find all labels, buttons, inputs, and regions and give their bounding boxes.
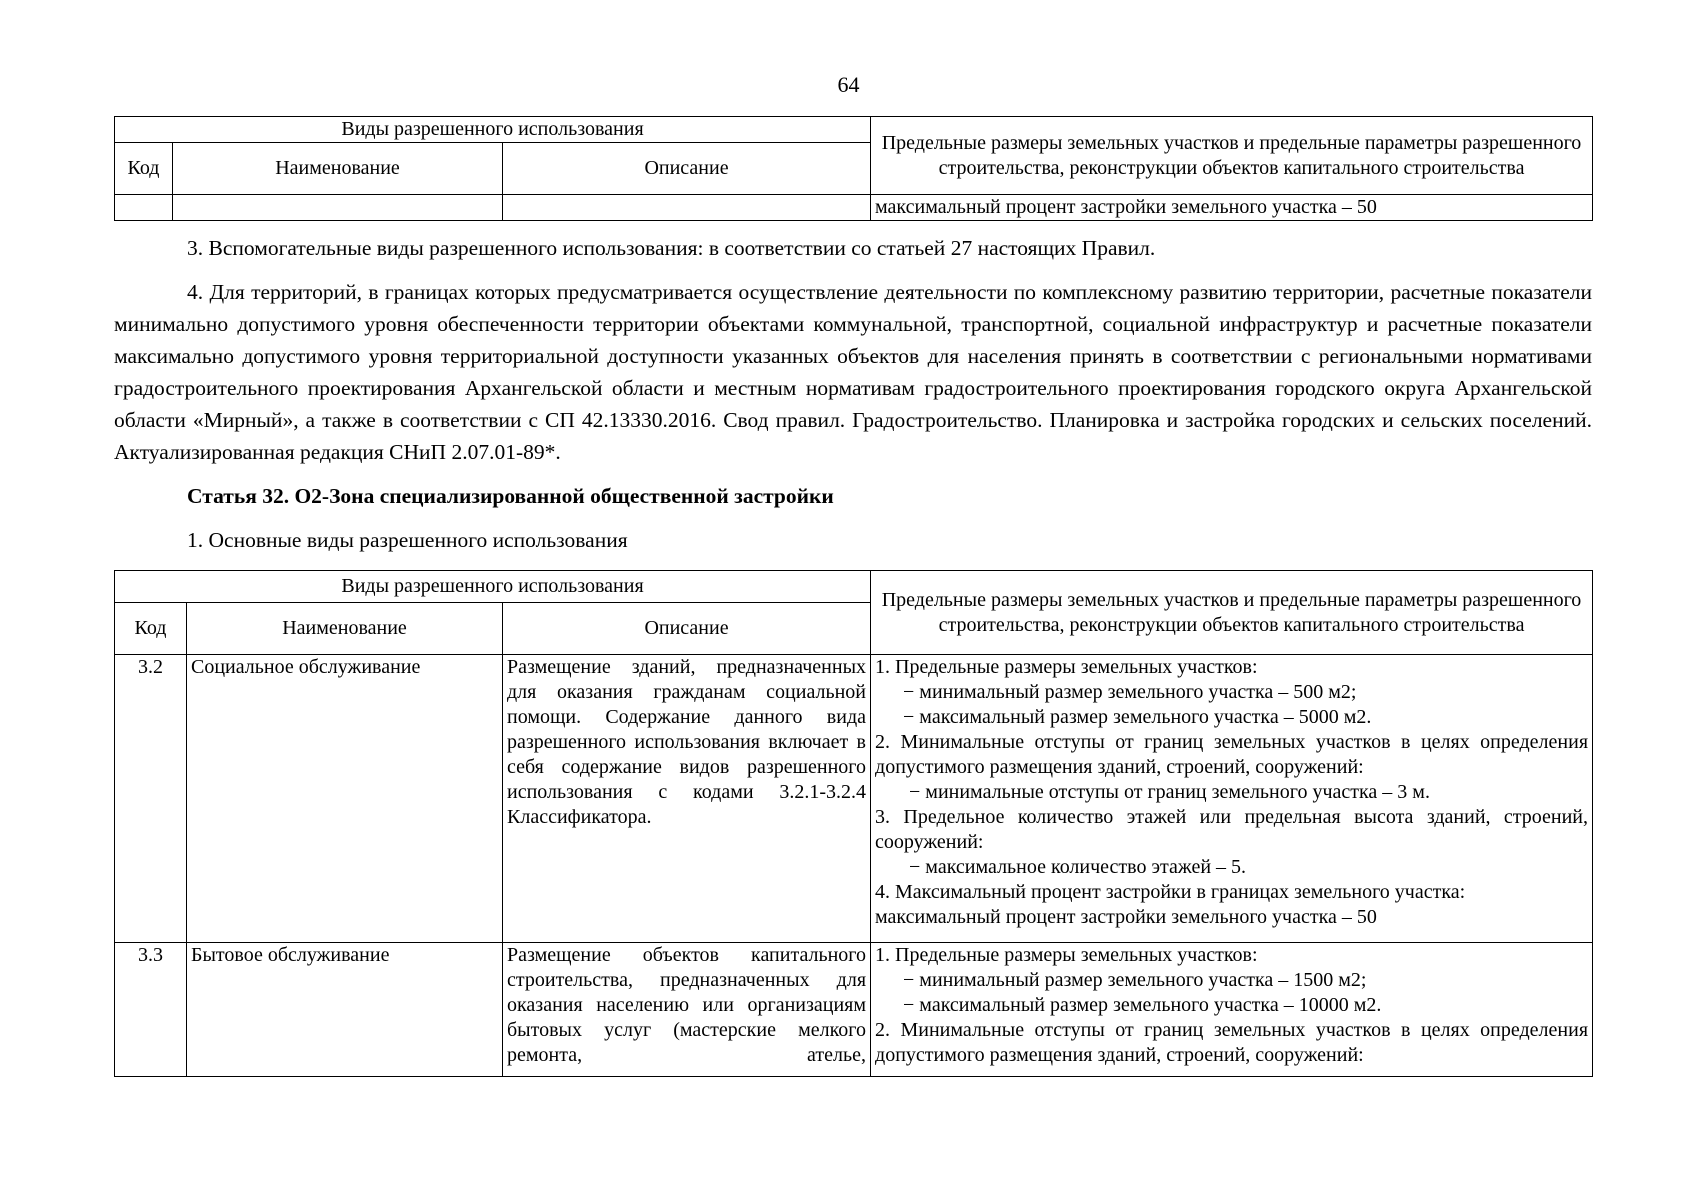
- article-heading: Статья 32. О2-Зона специализированной общественной застройки: [187, 484, 834, 508]
- cell-description: Размещение зданий, предназначенных для оказания гражданам социальной помощи. Содержание данного вида разрешенного использования включает в себя содержание видов разрешенного использования с кодами 3.2.1-3.2.4 Классификатора.: [503, 655, 871, 943]
- params-subitem: − максимальное количество этажей – 5.: [909, 856, 1247, 878]
- params-subitem: − максимальный размер земельного участка – 10000 м2.: [903, 994, 1382, 1016]
- params-item: максимальный процент застройки земельного участка – 50: [875, 906, 1377, 928]
- params-subitem: − максимальный размер земельного участка – 5000 м2.: [903, 706, 1372, 728]
- params-item: 1. Предельные размеры земельных участков:: [875, 656, 1258, 678]
- cell-code: 3.3: [115, 943, 187, 1077]
- params-item: 2. Минимальные отступы от границ земельных участков в целях определения допустимого размещения зданий, строений, сооружений:: [875, 1019, 1589, 1066]
- table-group-header: Виды разрешенного использования: [115, 117, 871, 143]
- paragraph-3: 3. Вспомогательные виды разрешенного использования: в соответствии со статьей 27 настоящих Правил.: [187, 236, 1156, 260]
- table-row: [115, 655, 1593, 943]
- table-header-code: Код: [115, 143, 173, 195]
- params-item: 4. Максимальный процент застройки в границах земельного участка:: [875, 881, 1466, 903]
- params-item: 2. Минимальные отступы от границ земельных участков в целях определения допустимого размещения зданий, строений, сооружений:: [875, 731, 1589, 778]
- table-header-params: Предельные размеры земельных участков и предельные параметры разрешенного строительства, реконструкции объектов капитального строительства: [871, 571, 1593, 655]
- table-header-name: Наименование: [187, 603, 503, 655]
- page-number: 64: [837, 72, 860, 97]
- table-header-code: Код: [115, 603, 187, 655]
- params-item: 3. Предельное количество этажей или предельная высота зданий, строений, сооружений:: [875, 806, 1589, 853]
- subheading: 1. Основные виды разрешенного использования: [187, 528, 628, 552]
- params-list: [875, 655, 1588, 930]
- cell-params: максимальный процент застройки земельного участка – 50: [871, 195, 1593, 221]
- cell-code: 3.2: [115, 655, 187, 943]
- cell-name: [173, 195, 503, 221]
- params-subitem: − минимальные отступы от границ земельного участка – 3 м.: [909, 781, 1430, 803]
- cell-description: Размещение объектов капитального строительства, предназначенных для оказания населению или организациям бытовых услуг (мастерские мелкого ремонта, ателье,: [503, 943, 871, 1077]
- table-header-name: Наименование: [173, 143, 503, 195]
- params-subitem: − минимальный размер земельного участка – 500 м2;: [903, 681, 1357, 703]
- params-subitem: − минимальный размер земельного участка – 1500 м2;: [903, 969, 1367, 991]
- paragraph-4: 4. Для территорий, в границах которых предусматривается осуществление деятельности по комплексному развитию территории, расчетные показатели минимально допустимого уровня обеспеченности территории объектами коммунальной, транспортной, социальной инфраструктур и расчетные показатели максимально допустимого уровня территориальной доступности указанных объектов для населения принять в соответствии с региональными нормативами градостроительного проектирования Архангельской области и местным нормативам градостроительного проектирования городского округа Архангельской области «Мирный», а также в соответствии с СП 42.13330.2016. Свод правил. Градостроительство. Планировка и застройка городских и сельских поселений. Актуализированная редакция СНиП 2.07.01-89*.: [114, 280, 1592, 464]
- table-group-header: Виды разрешенного использования: [115, 571, 871, 603]
- cell-params: [871, 655, 1593, 943]
- cell-code: [115, 195, 173, 221]
- params-item: 1. Предельные размеры земельных участков:: [875, 944, 1258, 966]
- table-header-params: Предельные размеры земельных участков и предельные параметры разрешенного строительства, реконструкции объектов капитального строительства: [871, 117, 1593, 195]
- cell-description: [503, 195, 871, 221]
- zoning-table-o2: [114, 570, 1593, 1077]
- params-list: [875, 943, 1588, 1068]
- cell-name: Бытовое обслуживание: [187, 943, 503, 1077]
- zoning-table-continued: [114, 116, 1593, 221]
- cell-name: Социальное обслуживание: [187, 655, 503, 943]
- cell-params: [871, 943, 1593, 1077]
- table-header-description: Описание: [503, 143, 871, 195]
- table-header-description: Описание: [503, 603, 871, 655]
- table-row: [115, 195, 1593, 221]
- table-row: [115, 943, 1593, 1077]
